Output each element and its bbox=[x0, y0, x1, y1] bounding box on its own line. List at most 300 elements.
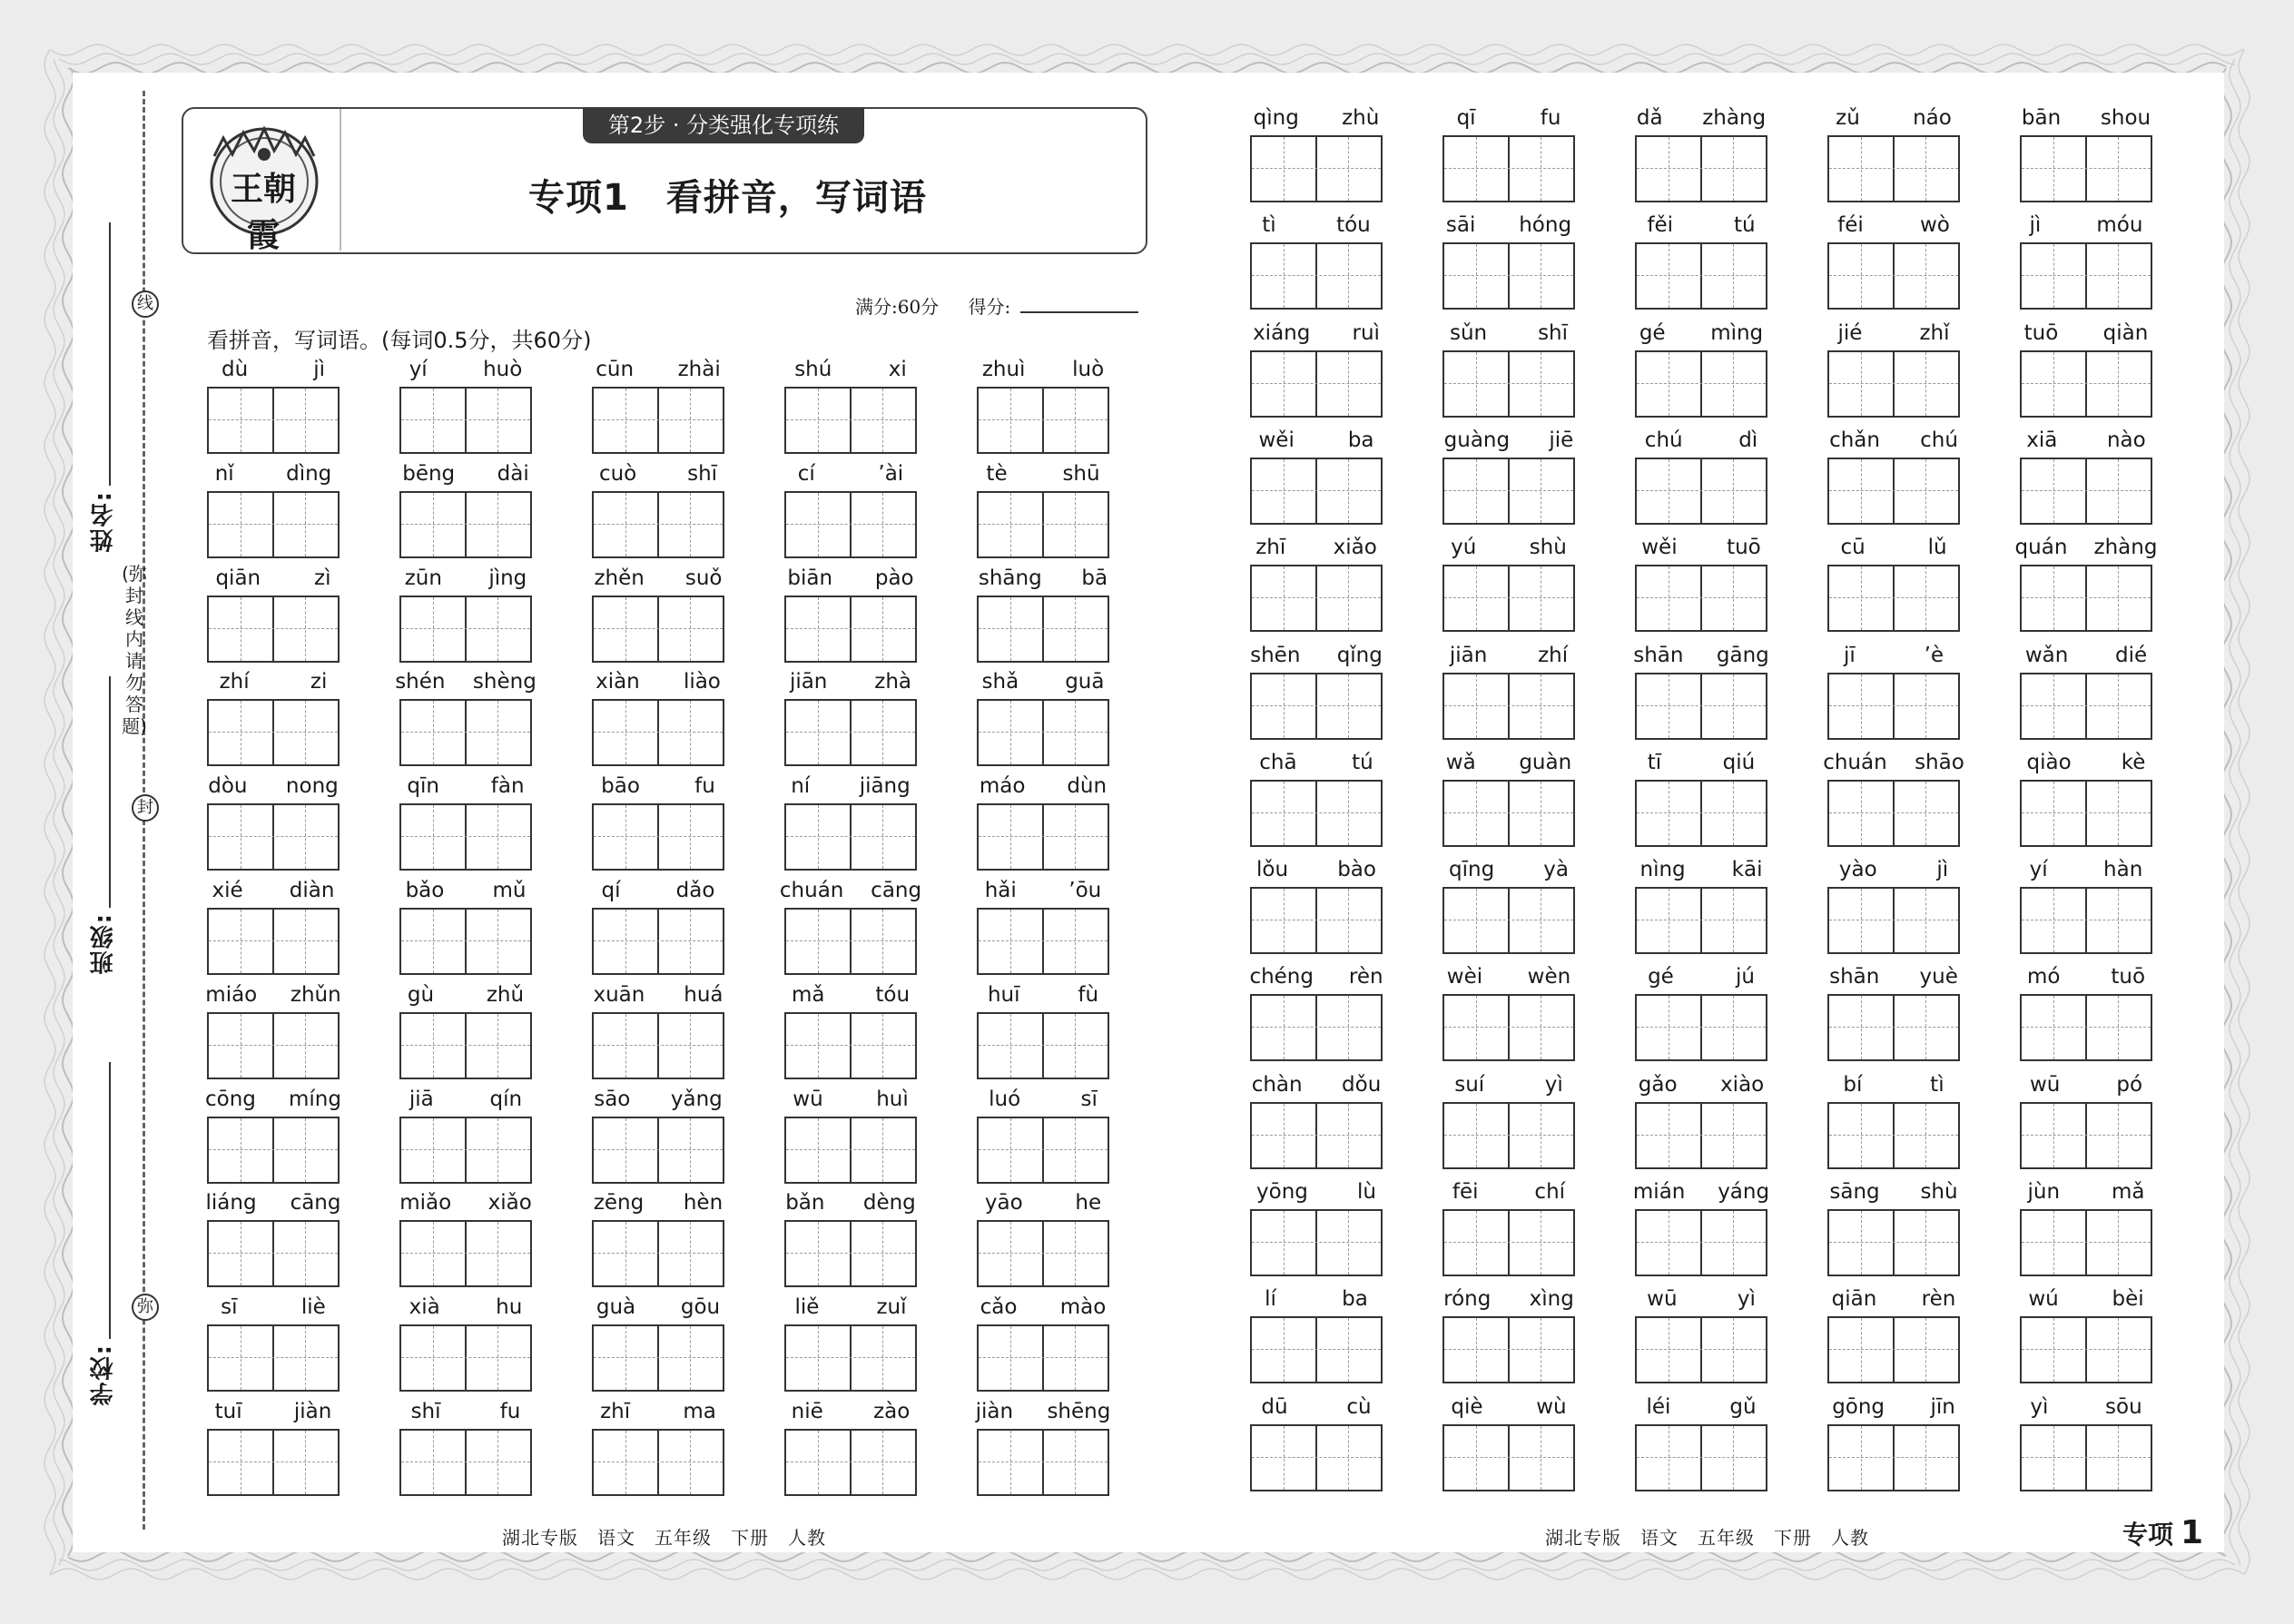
grid-guide-line bbox=[1348, 459, 1349, 523]
pinyin-label bbox=[1232, 749, 1401, 776]
pinyin-syllable: shī bbox=[410, 1400, 441, 1423]
tianzige-answer-grid[interactable] bbox=[399, 699, 532, 766]
tianzige-answer-grid[interactable] bbox=[1827, 458, 1960, 525]
pinyin-label bbox=[381, 1086, 550, 1113]
tianzige-answer-grid[interactable] bbox=[207, 1117, 340, 1184]
tianzige-answer-grid[interactable] bbox=[207, 1012, 340, 1079]
grid-guide-line bbox=[401, 1357, 530, 1358]
tianzige-answer-grid[interactable] bbox=[1442, 887, 1575, 954]
pinyin-syllable: hǎi bbox=[984, 879, 1017, 902]
tianzige-answer-grid[interactable] bbox=[399, 595, 532, 663]
pinyin-label bbox=[2002, 1285, 2171, 1313]
tianzige-answer-grid[interactable] bbox=[1635, 350, 1767, 418]
grid-guide-line bbox=[1252, 1027, 1381, 1028]
pinyin-item bbox=[977, 1189, 1109, 1289]
tianzige-answer-grid[interactable] bbox=[977, 387, 1109, 454]
grid-guide-line bbox=[882, 1118, 883, 1182]
tianzige-answer-grid[interactable] bbox=[1635, 780, 1767, 847]
grid-guide-line bbox=[1476, 352, 1477, 416]
grid-guide-line bbox=[882, 493, 883, 556]
tianzige-answer-grid[interactable] bbox=[1635, 135, 1767, 202]
tianzige-answer-grid[interactable] bbox=[784, 1324, 917, 1392]
tianzige-answer-grid[interactable] bbox=[592, 595, 724, 663]
grid-guide-line bbox=[1476, 996, 1477, 1059]
grid-guide-line bbox=[1925, 244, 1926, 308]
grid-guide-line bbox=[1075, 910, 1076, 973]
pinyin-label bbox=[2002, 427, 2171, 454]
grid-guide-line bbox=[625, 597, 626, 661]
tianzige-answer-grid[interactable] bbox=[1442, 780, 1575, 847]
pinyin-item bbox=[1635, 1285, 1767, 1385]
pinyin-item bbox=[395, 668, 537, 768]
tianzige-answer-grid[interactable] bbox=[207, 908, 340, 975]
tianzige-answer-grid[interactable] bbox=[592, 1429, 724, 1496]
tianzige-answer-grid[interactable] bbox=[1250, 458, 1383, 525]
grid-guide-line bbox=[401, 1253, 530, 1254]
tianzige-answer-grid[interactable] bbox=[2020, 350, 2152, 418]
tianzige-answer-grid[interactable] bbox=[2020, 135, 2152, 202]
grid-guide-line bbox=[1348, 137, 1349, 201]
pinyin-syllable: bā bbox=[1081, 566, 1108, 590]
grid-guide-line bbox=[1348, 1104, 1349, 1167]
pinyin-syllable: lǒu bbox=[1256, 858, 1289, 882]
pinyin-item bbox=[2020, 856, 2152, 956]
tianzige-answer-grid[interactable] bbox=[977, 1117, 1109, 1184]
tianzige-answer-grid[interactable] bbox=[2020, 994, 2152, 1061]
tianzige-answer-grid[interactable] bbox=[1827, 242, 1960, 310]
tianzige-answer-grid[interactable] bbox=[1827, 1316, 1960, 1383]
grid-guide-line bbox=[818, 701, 819, 764]
tianzige-answer-grid[interactable] bbox=[207, 491, 340, 558]
pinyin-item bbox=[2020, 427, 2152, 527]
tianzige-answer-grid[interactable] bbox=[399, 1220, 532, 1287]
grid-guide-line bbox=[1284, 459, 1285, 523]
grid-guide-line bbox=[1476, 244, 1477, 308]
tianzige-answer-grid[interactable] bbox=[977, 491, 1109, 558]
pinyin-label bbox=[1424, 320, 1593, 347]
pinyin-syllable: rèn bbox=[1921, 1287, 1956, 1312]
tianzige-answer-grid[interactable] bbox=[399, 1117, 532, 1184]
grid-guide-line bbox=[2053, 566, 2054, 630]
pinyin-syllable: jiē bbox=[1549, 428, 1574, 452]
tianzige-answer-grid[interactable] bbox=[1250, 1209, 1383, 1276]
tianzige-answer-grid[interactable] bbox=[1442, 458, 1575, 525]
pinyin-item bbox=[2020, 320, 2152, 419]
pinyin-syllable: xiào bbox=[1720, 1072, 1765, 1097]
tianzige-answer-grid[interactable] bbox=[1250, 565, 1383, 632]
grid-guide-line bbox=[818, 493, 819, 556]
pinyin-syllable: fěi bbox=[1647, 213, 1674, 238]
grid-guide-line bbox=[2118, 1104, 2119, 1167]
pinyin-syllable: shú bbox=[794, 358, 832, 381]
pinyin-item bbox=[784, 460, 917, 560]
pinyin-syllable: suǒ bbox=[684, 566, 723, 590]
grid-guide-line bbox=[433, 1326, 434, 1390]
tianzige-answer-grid[interactable] bbox=[207, 699, 340, 766]
pinyin-syllable: zhǔn bbox=[290, 982, 341, 1007]
grid-guide-line bbox=[2053, 996, 2054, 1059]
pinyin-syllable: yì bbox=[1544, 1072, 1563, 1097]
pinyin-item bbox=[207, 1398, 340, 1498]
grid-guide-line bbox=[497, 597, 498, 661]
school-label: 学校: bbox=[90, 1343, 117, 1406]
full-score-text: 满分:60分 bbox=[855, 296, 940, 318]
pinyin-label bbox=[1809, 534, 1978, 561]
pinyin-label bbox=[959, 1086, 1127, 1113]
pinyin-item bbox=[2020, 1178, 2152, 1278]
pinyin-syllable: huì bbox=[876, 1087, 909, 1111]
grid-guide-line bbox=[305, 597, 306, 661]
tianzige-answer-grid[interactable] bbox=[784, 803, 917, 871]
grid-guide-line bbox=[1829, 597, 1958, 598]
pinyin-syllable: wěi bbox=[1641, 536, 1678, 560]
pinyin-syllable: yí bbox=[409, 358, 428, 381]
pinyin-syllable: jiān bbox=[1449, 643, 1488, 667]
grid-guide-line bbox=[2022, 1135, 2151, 1136]
tianzige-answer-grid[interactable] bbox=[2020, 780, 2152, 847]
grid-guide-line bbox=[1861, 674, 1862, 738]
tianzige-answer-grid[interactable] bbox=[592, 387, 724, 454]
grid-guide-line bbox=[1284, 674, 1285, 738]
pinyin-item bbox=[1442, 856, 1575, 956]
tianzige-answer-grid[interactable] bbox=[1827, 1209, 1960, 1276]
tianzige-answer-grid[interactable] bbox=[2020, 673, 2152, 740]
tianzige-answer-grid[interactable] bbox=[399, 1012, 532, 1079]
grid-guide-line bbox=[1861, 137, 1862, 201]
pinyin-syllable: fu bbox=[499, 1400, 521, 1423]
pinyin-syllable: xiā bbox=[2026, 428, 2058, 452]
pinyin-item bbox=[592, 981, 724, 1081]
tianzige-answer-grid[interactable] bbox=[399, 1429, 532, 1496]
grid-guide-line bbox=[1444, 383, 1573, 384]
pinyin-label bbox=[1617, 963, 1786, 990]
tianzige-answer-grid[interactable] bbox=[1635, 565, 1767, 632]
pinyin-label bbox=[1424, 1178, 1593, 1206]
tianzige-answer-grid[interactable] bbox=[2020, 458, 2152, 525]
tianzige-answer-grid[interactable] bbox=[592, 1324, 724, 1392]
pinyin-item bbox=[1635, 534, 1767, 634]
pinyin-syllable: xi bbox=[888, 358, 907, 381]
tianzige-answer-grid[interactable] bbox=[1250, 780, 1383, 847]
pinyin-item bbox=[1823, 749, 1964, 849]
pinyin-syllable: sāi bbox=[1445, 213, 1476, 238]
grid-guide-line bbox=[401, 524, 530, 525]
tianzige-answer-grid[interactable] bbox=[1635, 1102, 1767, 1169]
tianzige-answer-grid[interactable] bbox=[1442, 135, 1575, 202]
grid-guide-line bbox=[1925, 459, 1926, 523]
tianzige-answer-grid[interactable] bbox=[207, 595, 340, 663]
tianzige-answer-grid[interactable] bbox=[977, 595, 1109, 663]
grid-guide-line bbox=[979, 1253, 1108, 1254]
tianzige-answer-grid[interactable] bbox=[1250, 242, 1383, 310]
tianzige-answer-grid[interactable] bbox=[1442, 350, 1575, 418]
pinyin-label bbox=[2002, 749, 2171, 776]
pinyin-syllable: cuò bbox=[598, 461, 637, 486]
pinyin-label bbox=[959, 1189, 1127, 1216]
pinyin-label bbox=[1232, 856, 1401, 883]
tianzige-answer-grid[interactable] bbox=[1442, 1316, 1575, 1383]
grid-guide-line bbox=[2053, 1211, 2054, 1275]
grid-guide-line bbox=[305, 1222, 306, 1285]
pinyin-label bbox=[1424, 642, 1593, 669]
grid-guide-line bbox=[1925, 566, 1926, 630]
pinyin-item bbox=[1827, 534, 1960, 634]
tianzige-answer-grid[interactable] bbox=[592, 491, 724, 558]
class-blank-line bbox=[109, 676, 111, 908]
tianzige-answer-grid[interactable] bbox=[1250, 1102, 1383, 1169]
class-label: 班级: bbox=[90, 912, 117, 975]
grid-guide-line bbox=[818, 1118, 819, 1182]
grid-guide-line bbox=[625, 493, 626, 556]
tianzige-answer-grid[interactable] bbox=[1827, 135, 1960, 202]
pinyin-syllable: míng bbox=[288, 1087, 341, 1111]
tianzige-answer-grid[interactable] bbox=[399, 1324, 532, 1392]
tianzige-answer-grid[interactable] bbox=[1250, 350, 1383, 418]
tianzige-answer-grid[interactable] bbox=[2020, 1102, 2152, 1169]
pinyin-syllable: guàn bbox=[1519, 750, 1572, 774]
pinyin-syllable: tuī bbox=[214, 1400, 242, 1423]
pinyin-item bbox=[207, 1086, 340, 1186]
pinyin-syllable: miáo bbox=[205, 982, 258, 1007]
tianzige-answer-grid[interactable] bbox=[2020, 1424, 2152, 1491]
grid-guide-line bbox=[690, 1118, 691, 1182]
pinyin-label bbox=[574, 356, 743, 383]
tianzige-answer-grid[interactable] bbox=[399, 908, 532, 975]
tianzige-answer-grid[interactable] bbox=[1635, 458, 1767, 525]
pinyin-syllable: dié bbox=[2115, 643, 2148, 667]
pinyin-item bbox=[977, 668, 1109, 768]
grid-guide-line bbox=[1348, 889, 1349, 952]
tianzige-answer-grid[interactable] bbox=[2020, 1316, 2152, 1383]
grid-guide-line bbox=[1075, 1014, 1076, 1078]
pinyin-syllable: zhí bbox=[1538, 643, 1569, 667]
pinyin-item bbox=[977, 1294, 1109, 1393]
tianzige-answer-grid[interactable] bbox=[1827, 673, 1960, 740]
grid-guide-line bbox=[433, 493, 434, 556]
grid-guide-line bbox=[2053, 782, 2054, 845]
tianzige-answer-grid[interactable] bbox=[399, 491, 532, 558]
tianzige-answer-grid[interactable] bbox=[977, 1220, 1109, 1287]
tianzige-answer-grid[interactable] bbox=[1250, 1424, 1383, 1491]
tianzige-answer-grid[interactable] bbox=[592, 699, 724, 766]
tianzige-answer-grid[interactable] bbox=[592, 908, 724, 975]
pinyin-syllable: wǎn bbox=[2024, 643, 2069, 667]
pinyin-item bbox=[784, 981, 917, 1081]
tianzige-answer-grid[interactable] bbox=[1442, 1102, 1575, 1169]
pinyin-syllable: gé bbox=[1648, 965, 1674, 989]
grid-guide-line bbox=[1925, 137, 1926, 201]
tianzige-answer-grid[interactable] bbox=[1442, 1209, 1575, 1276]
tianzige-answer-grid[interactable] bbox=[1827, 1102, 1960, 1169]
pinyin-syllable: zhěn bbox=[594, 566, 645, 590]
pinyin-label bbox=[1424, 104, 1593, 132]
pinyin-label bbox=[574, 1086, 743, 1113]
tianzige-answer-grid[interactable] bbox=[784, 387, 917, 454]
pinyin-syllable: mào bbox=[1059, 1295, 1107, 1320]
pinyin-label bbox=[1617, 427, 1786, 454]
tianzige-answer-grid[interactable] bbox=[1442, 994, 1575, 1061]
tianzige-answer-grid[interactable] bbox=[207, 1429, 340, 1496]
tianzige-answer-grid[interactable] bbox=[207, 387, 340, 454]
pinyin-item bbox=[592, 668, 724, 768]
pinyin-syllable: ba bbox=[1347, 428, 1374, 452]
pinyin-item bbox=[207, 1294, 340, 1393]
grid-guide-line bbox=[1075, 493, 1076, 556]
tianzige-answer-grid[interactable] bbox=[2020, 1209, 2152, 1276]
pinyin-label bbox=[574, 668, 743, 695]
grid-guide-line bbox=[1861, 1211, 1862, 1275]
seal-mark-xian: 线 bbox=[132, 290, 159, 318]
tianzige-answer-grid[interactable] bbox=[977, 803, 1109, 871]
tianzige-answer-grid[interactable] bbox=[977, 1012, 1109, 1079]
pinyin-item bbox=[1827, 642, 1960, 742]
name-blank-line bbox=[109, 222, 111, 486]
tianzige-answer-grid[interactable] bbox=[2020, 887, 2152, 954]
grid-guide-line bbox=[2118, 1211, 2119, 1275]
grid-guide-line bbox=[818, 805, 819, 869]
grid-guide-line bbox=[1348, 782, 1349, 845]
tianzige-answer-grid[interactable] bbox=[784, 1117, 917, 1184]
pinyin-syllable: wò bbox=[1919, 213, 1950, 238]
pinyin-item bbox=[1442, 212, 1575, 311]
tianzige-answer-grid[interactable] bbox=[1827, 887, 1960, 954]
tianzige-answer-grid[interactable] bbox=[1442, 242, 1575, 310]
header-box bbox=[182, 107, 1147, 254]
pinyin-syllable: huī bbox=[987, 982, 1020, 1007]
tianzige-answer-grid[interactable] bbox=[2020, 242, 2152, 310]
tianzige-answer-grid[interactable] bbox=[207, 1220, 340, 1287]
pinyin-syllable: dū bbox=[1261, 1394, 1288, 1419]
grid-guide-line bbox=[882, 1222, 883, 1285]
tianzige-answer-grid[interactable] bbox=[1827, 1424, 1960, 1491]
pinyin-syllable: mó bbox=[2026, 965, 2061, 989]
grid-guide-line bbox=[1829, 275, 1958, 276]
grid-guide-line bbox=[1284, 137, 1285, 201]
pinyin-item bbox=[1827, 1071, 1960, 1171]
grid-guide-line bbox=[882, 701, 883, 764]
tianzige-answer-grid[interactable] bbox=[592, 1012, 724, 1079]
pinyin-label bbox=[959, 981, 1127, 1009]
tianzige-answer-grid[interactable] bbox=[399, 803, 532, 871]
tianzige-answer-grid[interactable] bbox=[592, 1220, 724, 1287]
grid-guide-line bbox=[1637, 275, 1766, 276]
tianzige-answer-grid[interactable] bbox=[784, 595, 917, 663]
tianzige-answer-grid[interactable] bbox=[2020, 565, 2152, 632]
grid-guide-line bbox=[786, 524, 915, 525]
grid-guide-line bbox=[1829, 490, 1958, 491]
tianzige-answer-grid[interactable] bbox=[207, 1324, 340, 1392]
tianzige-answer-grid[interactable] bbox=[1635, 673, 1767, 740]
pinyin-label bbox=[574, 1294, 743, 1321]
pinyin-item bbox=[207, 356, 340, 456]
tianzige-answer-grid[interactable] bbox=[592, 1117, 724, 1184]
pinyin-syllable: pào bbox=[874, 566, 914, 590]
grid-guide-line bbox=[1252, 1135, 1381, 1136]
grid-guide-line bbox=[1252, 597, 1381, 598]
pinyin-item bbox=[1442, 427, 1575, 527]
grid-guide-line bbox=[2053, 352, 2054, 416]
pinyin-label bbox=[766, 877, 935, 904]
pinyin-syllable: yāo bbox=[984, 1191, 1023, 1216]
pinyin-item bbox=[784, 1086, 917, 1186]
tianzige-answer-grid[interactable] bbox=[207, 803, 340, 871]
tianzige-answer-grid[interactable] bbox=[1827, 994, 1960, 1061]
tianzige-answer-grid[interactable] bbox=[592, 803, 724, 871]
pinyin-syllable: tú bbox=[1733, 213, 1756, 238]
tianzige-answer-grid[interactable] bbox=[1635, 242, 1767, 310]
grid-guide-line bbox=[1476, 1104, 1477, 1167]
grid-guide-line bbox=[2053, 459, 2054, 523]
tianzige-answer-grid[interactable] bbox=[977, 1324, 1109, 1392]
tianzige-answer-grid[interactable] bbox=[1827, 565, 1960, 632]
tianzige-answer-grid[interactable] bbox=[1442, 1424, 1575, 1491]
tianzige-answer-grid[interactable] bbox=[1635, 887, 1767, 954]
grid-guide-line bbox=[2118, 782, 2119, 845]
pinyin-label bbox=[1424, 212, 1593, 239]
pinyin-syllable: yōng bbox=[1256, 1180, 1308, 1204]
tianzige-answer-grid[interactable] bbox=[1250, 135, 1383, 202]
pinyin-item bbox=[977, 1398, 1109, 1498]
tianzige-answer-grid[interactable] bbox=[784, 1012, 917, 1079]
tianzige-answer-grid[interactable] bbox=[784, 908, 917, 975]
pinyin-item bbox=[1635, 963, 1767, 1063]
pinyin-syllable: lǔ bbox=[1927, 536, 1947, 560]
tianzige-answer-grid[interactable] bbox=[977, 699, 1109, 766]
tianzige-answer-grid[interactable] bbox=[1250, 887, 1383, 954]
tianzige-answer-grid[interactable] bbox=[1442, 565, 1575, 632]
pinyin-label bbox=[959, 773, 1127, 800]
tianzige-answer-grid[interactable] bbox=[784, 491, 917, 558]
pinyin-syllable: jìng bbox=[488, 566, 527, 590]
tianzige-answer-grid[interactable] bbox=[977, 1429, 1109, 1496]
grid-guide-line bbox=[594, 1253, 723, 1254]
tianzige-answer-grid[interactable] bbox=[784, 1429, 917, 1496]
tianzige-answer-grid[interactable] bbox=[1442, 673, 1575, 740]
pinyin-label bbox=[1809, 642, 1978, 669]
tianzige-answer-grid[interactable] bbox=[1635, 994, 1767, 1061]
pinyin-item bbox=[1827, 104, 1960, 204]
pinyin-item bbox=[1250, 534, 1383, 634]
pinyin-item bbox=[977, 1086, 1109, 1186]
score-blank-field[interactable] bbox=[1020, 311, 1138, 313]
grid-guide-line bbox=[690, 1326, 691, 1390]
pinyin-label bbox=[381, 981, 550, 1009]
tianzige-answer-grid[interactable] bbox=[1635, 1424, 1767, 1491]
grid-guide-line bbox=[209, 732, 338, 733]
grid-guide-line bbox=[1829, 705, 1958, 706]
tianzige-answer-grid[interactable] bbox=[784, 1220, 917, 1287]
tianzige-answer-grid[interactable] bbox=[1250, 994, 1383, 1061]
tianzige-answer-grid[interactable] bbox=[1635, 1209, 1767, 1276]
pinyin-syllable: hèn bbox=[683, 1191, 724, 1216]
tianzige-answer-grid[interactable] bbox=[1827, 780, 1960, 847]
grid-guide-line bbox=[1444, 490, 1573, 491]
pinyin-syllable: jùn bbox=[2027, 1180, 2061, 1204]
tianzige-answer-grid[interactable] bbox=[1635, 1316, 1767, 1383]
pinyin-item bbox=[1250, 1071, 1383, 1171]
pinyin-syllable: yǎng bbox=[670, 1087, 723, 1111]
pinyin-syllable: liào bbox=[683, 670, 721, 694]
pinyin-item bbox=[592, 356, 724, 456]
tianzige-answer-grid[interactable] bbox=[1250, 673, 1383, 740]
tianzige-answer-grid[interactable] bbox=[784, 699, 917, 766]
tianzige-answer-grid[interactable] bbox=[1827, 350, 1960, 418]
tianzige-answer-grid[interactable] bbox=[977, 908, 1109, 975]
pinyin-item bbox=[1442, 1393, 1575, 1493]
tianzige-answer-grid[interactable] bbox=[399, 387, 532, 454]
tianzige-answer-grid[interactable] bbox=[1250, 1316, 1383, 1383]
grid-guide-line bbox=[1861, 889, 1862, 952]
